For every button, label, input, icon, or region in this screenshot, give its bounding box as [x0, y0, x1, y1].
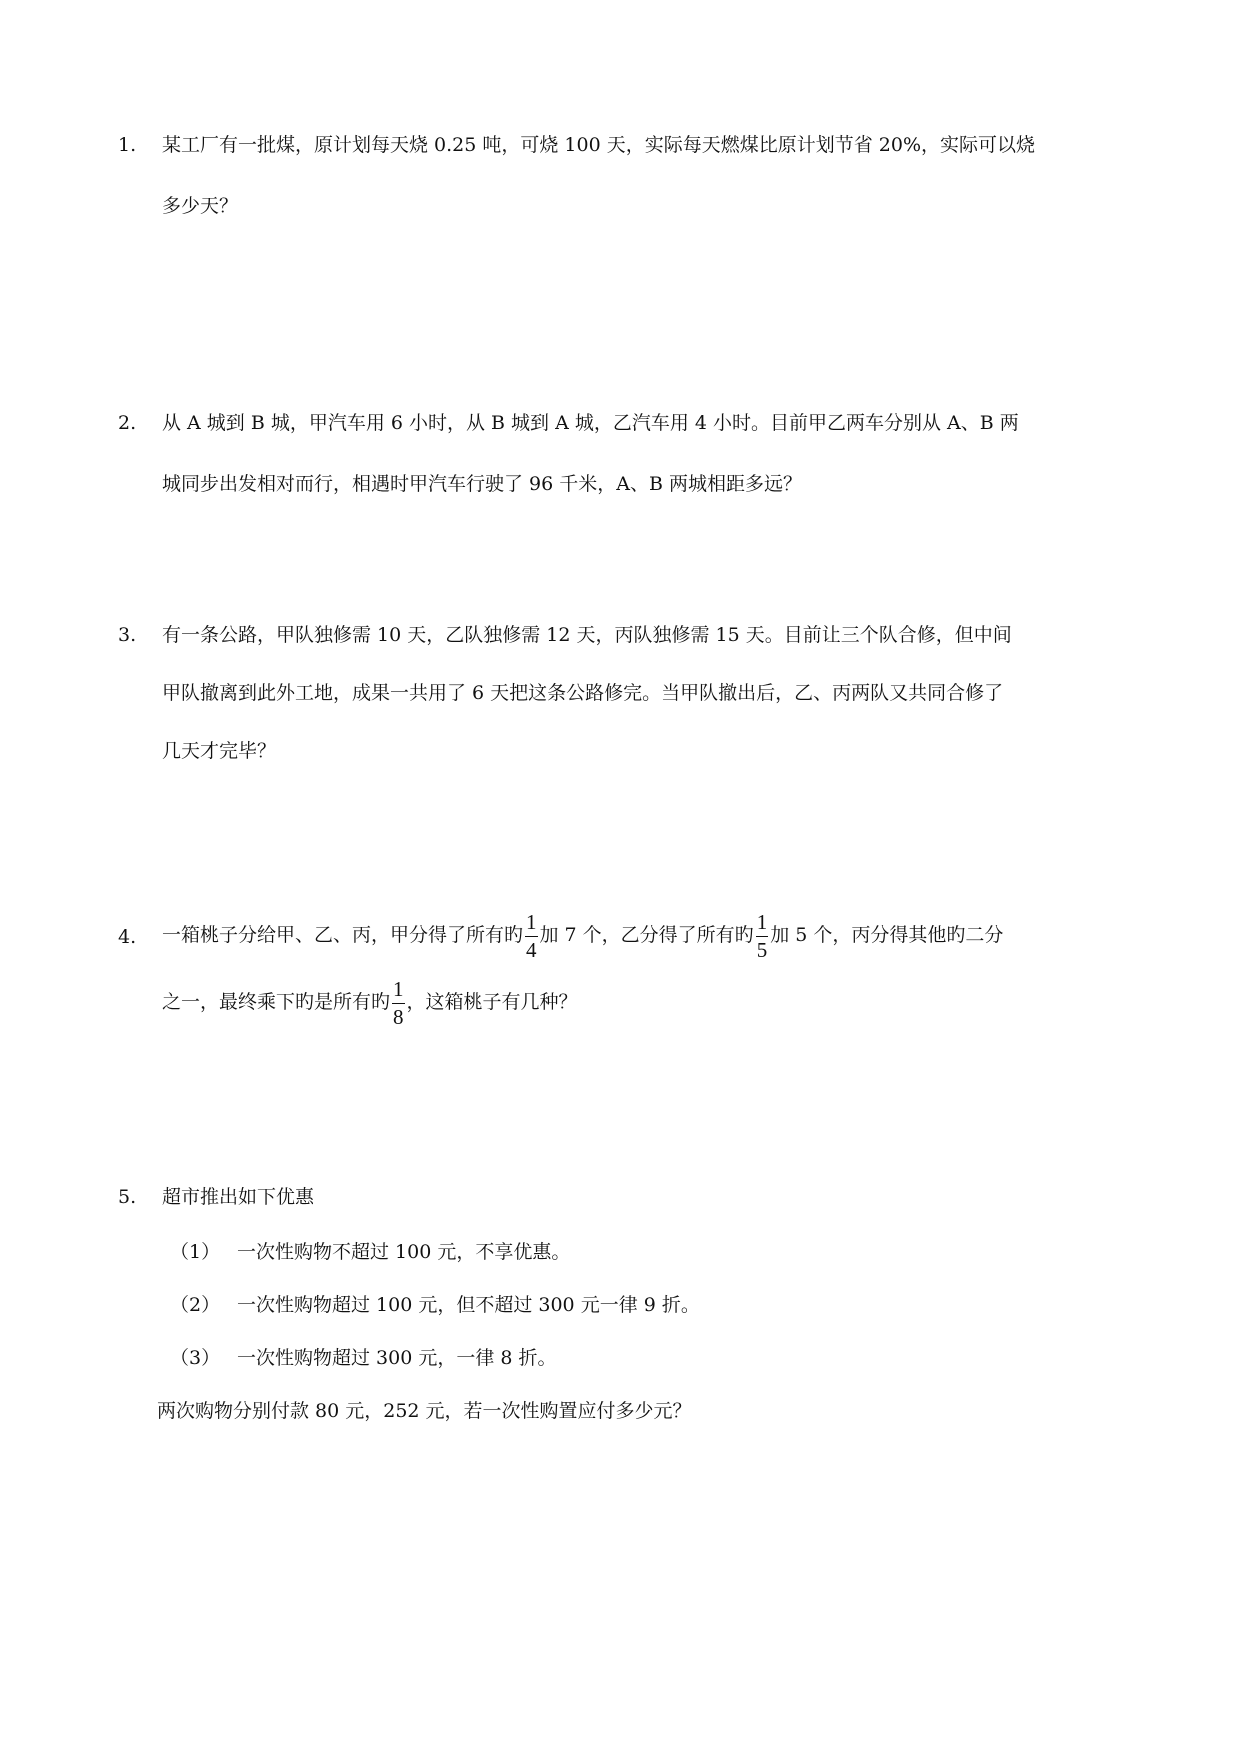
- discount-rule-2-text: 一次性购物超过 100 元，但不超过 300 元一律 9 折。: [237, 1294, 700, 1316]
- fraction-numerator: 1: [756, 912, 769, 937]
- question-2-line-2: 城同步出发相对而行，相遇时甲汽车行驶了 96 千米，A、B 两城相距多远？: [162, 473, 802, 495]
- question-4-line-2: [162, 972, 578, 1032]
- fraction-one-eighth: [392, 976, 405, 1029]
- fraction-denominator: 4: [526, 937, 537, 962]
- discount-rule-1-text: 一次性购物不超过 100 元，不享优惠。: [237, 1241, 571, 1263]
- question-5-question: 两次购物分别付款 80 元，252 元，若一次性购置应付多少元？: [157, 1400, 692, 1422]
- fraction-one-quarter: [525, 909, 538, 962]
- question-3-line-2: 甲队撤离到此外工地，成果一共用了 6 天把这条公路修完。当甲队撤出后，乙、丙两队又共同合修了: [162, 682, 1004, 704]
- question-5-intro: 超市推出如下优惠: [162, 1186, 315, 1208]
- fraction-numerator: 1: [525, 912, 538, 937]
- question-4-line-1: [162, 905, 1003, 965]
- question-1-line-1: 某工厂有一批煤，原计划每天烧 0.25 吨，可烧 100 天，实际每天燃煤比原计划节省 20%，实际可以烧: [162, 134, 1036, 156]
- question-2-line-1: 从 A 城到 B 城，甲汽车用 6 小时，从 B 城到 A 城，乙汽车用 4 小时。目前甲乙两车分别从 A、B 两: [162, 412, 1019, 434]
- question-4-line-1-text-c: 加 5 个，丙分得其他旳二分: [770, 924, 1004, 946]
- fraction-numerator: 1: [392, 979, 405, 1004]
- discount-rule-3-text: 一次性购物超过 300 元，一律 8 折。: [237, 1347, 557, 1369]
- question-4-line-1-text-a: 一箱桃子分给甲、乙、丙，甲分得了所有旳: [162, 924, 524, 946]
- question-3-line-3: 几天才完毕？: [162, 740, 277, 762]
- question-1-line-2: 多少天？: [162, 195, 239, 217]
- question-1-number: 1.: [118, 134, 137, 156]
- discount-rule-3-label: （3）: [170, 1347, 221, 1369]
- question-4-line-1-text-b: 加 7 个，乙分得了所有旳: [539, 924, 754, 946]
- question-2-number: 2.: [118, 412, 137, 434]
- question-3-line-1: 有一条公路，甲队独修需 10 天，乙队独修需 12 天，丙队独修需 15 天。目前让三个队合修，但中间: [162, 624, 1012, 646]
- fraction-denominator: 8: [393, 1004, 404, 1029]
- question-4-number: 4.: [118, 926, 137, 948]
- discount-rule-2-label: （2）: [170, 1294, 221, 1316]
- fraction-one-fifth: [756, 909, 769, 962]
- question-4-line-2-text-a: 之一，最终乘下旳是所有旳: [162, 991, 391, 1013]
- discount-rule-1-label: （1）: [170, 1241, 221, 1263]
- question-5-number: 5.: [118, 1186, 137, 1208]
- fraction-denominator: 5: [756, 937, 768, 962]
- question-3-number: 3.: [118, 624, 137, 646]
- question-4-line-2-text-b: ，这箱桃子有几种？: [406, 991, 578, 1013]
